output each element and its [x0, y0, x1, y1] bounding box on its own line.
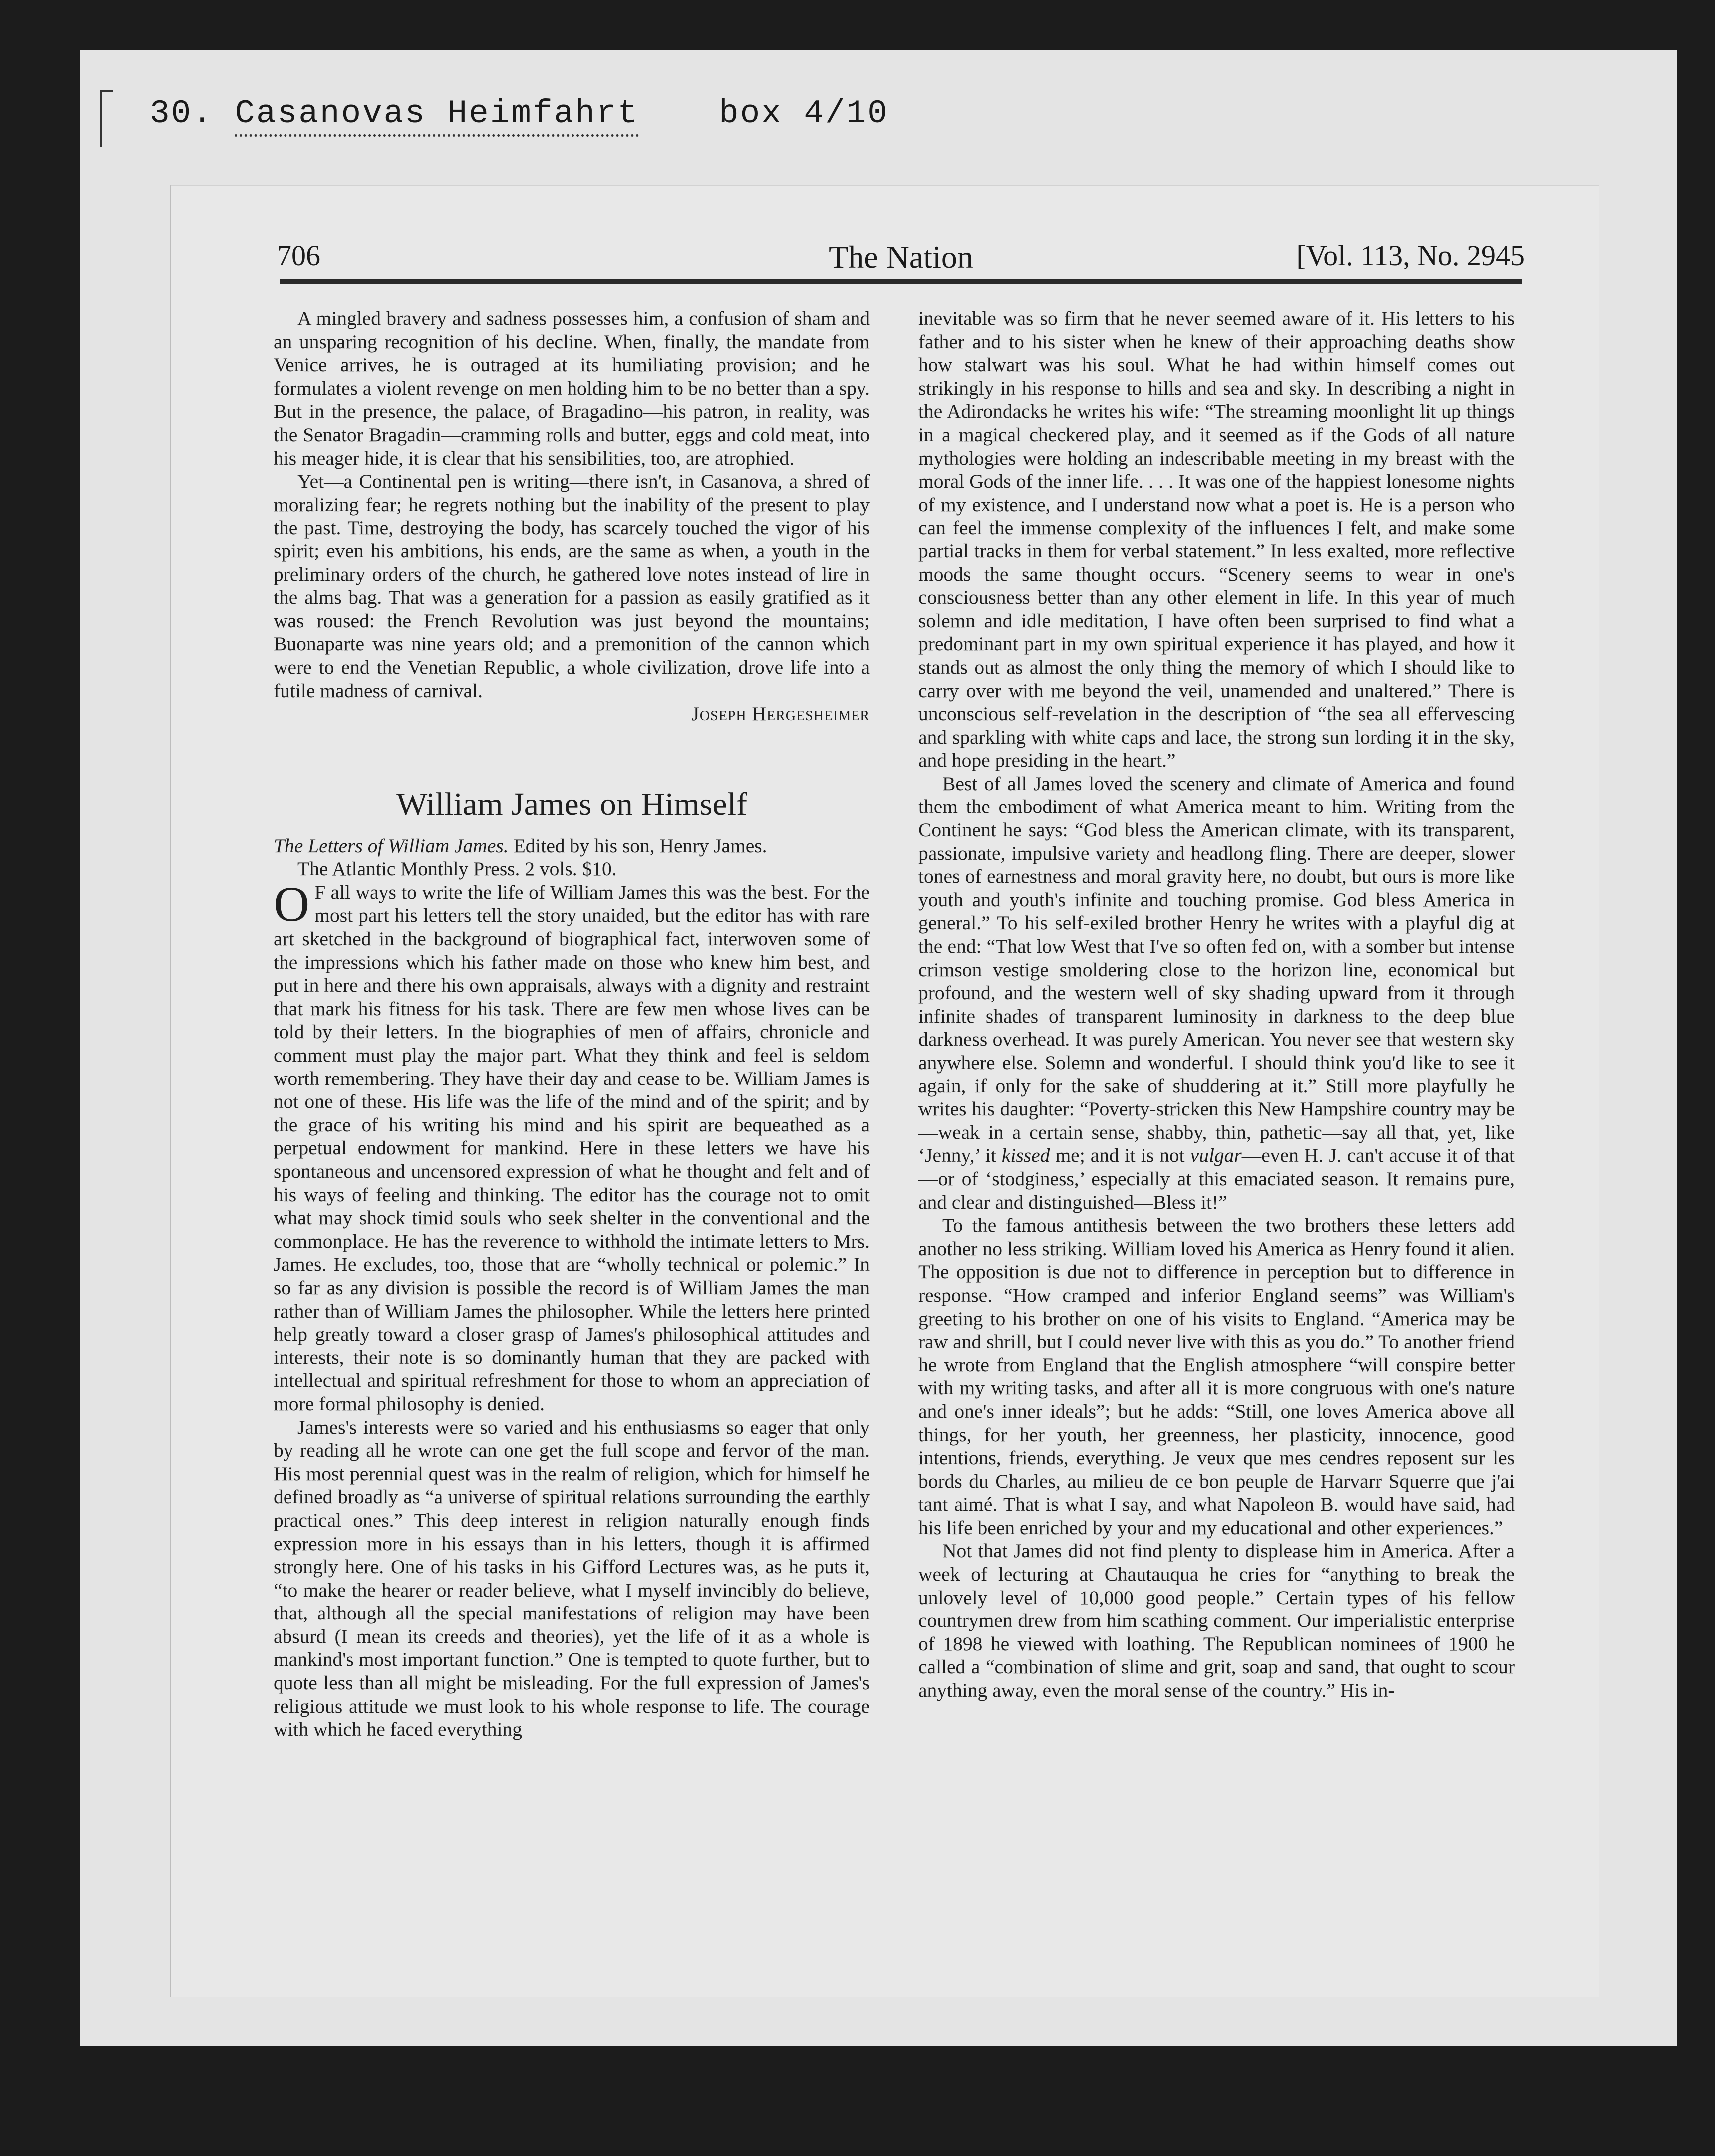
running-head	[277, 239, 1525, 278]
archive-title: Casanovas Heimfahrt	[235, 95, 639, 137]
review-paragraph: inevitable was so firm that he never seemed aware of it. His letters to his father and to his sister when he knew of their approaching deaths show how stalwart was his soul. What he had within himself comes out strikingly in his response to hills and sea and sky. In describing a night in the Adirondacks he writes his wife: “The streaming moonlight lit up things in a magical checkered play, and it seemed as if the Gods of all nature mythologies were holding an indescribable meeting in my breast with the moral Gods of the inner life. . . . It was one of the happiest lonesome nights of my existence, and I understand now what a poet is. He is a person who can feel the immense complexity of the influences I felt, and make some partial tracks in them for verbal statement.” In less exalted, more reflective moods the same thought occurs. “Scenery seems to wear in one's consciousness better than any other element in life. In this year of much solemn and idle meditation, I have often been surprised to find what a predominant part in my own spiritual experience it has played, and how it stands out as almost the only thing the memory of which I should like to carry over with me beyond the veil, unamended and unaltered.” There is unconscious self-revelation in the description of “the sea all effervescing and sparkling with white caps and lace, the strong sun lording it in the sky, and hope presiding in the heart.”	[918, 307, 1515, 772]
book-citation	[274, 834, 870, 881]
archive-label	[150, 95, 889, 132]
review-paragraph	[274, 876, 870, 1416]
page-number: 706	[277, 239, 320, 271]
volume-issue: [Vol. 113, No. 2945	[1296, 239, 1525, 271]
paragraph-text: me; and it is not	[1050, 1144, 1190, 1167]
masthead: The Nation	[829, 239, 973, 274]
review-paragraph: James's interests were so varied and his enthusiasms so eager that only by reading all he wrote can one get the full scope and fervor of the man. His most perennial quest was in the realm of religion, which for himself he defined broadly as “a universe of spiritual relations surrounding the earthly practical ones.” This deep interest in religion naturally enough finds expression more in his essays than in his letters, though it is affirmed strongly here. One of his tasks in his Gifford Lectures was, as he puts it, “to make the hearer or reader believe, what I myself invincibly do believe, that, although all the special manifestations of religion may have been absurd (I mean its creeds and theories), yet the life of it as a whole is mankind's most important function.” One is tempted to quote further, but to quote less than all might be misleading. For the full expression of James's religious attitude we must look to his whole response to life. The courage with which he faced everything	[274, 1416, 870, 1741]
prev-review-paragraph: A mingled bravery and sadness possesses him, a confusion of sham and an unsparing recognition of his decline. When, finally, the mandate from Venice arrives, he is outraged at its humiliating provision; and he formulates a violent revenge on men holding him to be no better than a spy. But in the presence, the palace, of Bragadino—his patron, in reality, was the Senator Bragadin—cramming rolls and butter, eggs and cold meat, into his meager hide, it is clear that his sensibilities, too, are atrophied.	[274, 307, 870, 469]
paragraph-text: Best of all James loved the scenery and climate of America and found them the embodiment of what America meant to him. Writing from the Continent he says: “God bless the American climate, with its transparent, passionate, impulsive variety and headlong fling. There are deeper, slower tones of earnestness and moral gravity here, no doubt, but ours is more like youth and youth's infinite and touching promise. God bless America in general.” To his self-exiled brother Henry he writes with a playful dig at the end: “That low West that I've so often fed on, with a somber but intense crimson vestige smoldering close to the horizon line, economical but profound, and the western well of sky shading upward from it through infinite shades of transparent luminosity in darkness to the deep blue darkness overhead. It was purely American. You never see that western sky anywhere else. Solemn and wonderful. I should think you'd like to see it again, if only for the sake of shuddering at it.” Still more playfully he writes his daughter: “Poverty-stricken this New Hampshire country may be—weak in a certain sense, shabby, thin, pathetic—say all that, yet, like ‘Jenny,’ it	[918, 772, 1515, 1167]
italic-word: vulgar	[1190, 1144, 1242, 1167]
corner-crop-mark	[100, 90, 113, 147]
left-column	[274, 307, 870, 1741]
archive-box: box 4/10	[718, 95, 889, 132]
right-column	[918, 307, 1515, 1702]
book-publisher: The Atlantic Monthly Press. 2 vols. $10.	[297, 858, 617, 880]
review-title: William James on Himself	[396, 786, 748, 822]
italic-word: kissed	[1001, 1144, 1050, 1167]
review-paragraph: To the famous antithesis between the two brothers these letters add another no less striking. William loved his America as Henry found it alien. The opposition is due not to difference in perception but to difference in response. “How cramped and inferior England seems” was William's greeting to his brother on one of his visits to England. “America may be raw and shrill, but I could never live with this as you do.” To another friend he wrote from England that the English atmosphere “will conspire better with my writing tasks, and after all it is more congruous with one's nature and one's inner ideals”; but he adds: “Still, one loves America above all things, for her youth, her greenness, her plasticity, innocence, good intentions, friends, everything. Je veux que mes cendres reposent sur les bords du Charles, au milieu de ce bon peuple de Harvarr Squerre que j'ai tant aimé. That is what I say, and what Napoleon B. would have said, had his life been enriched by your and my educational and other experiences.”	[918, 1214, 1515, 1539]
book-editor: Edited by his son, Henry James.	[513, 834, 767, 857]
review-paragraph	[918, 772, 1515, 1214]
reviewer-signature: Joseph Hergesheimer	[691, 703, 870, 725]
book-title: The Letters of William James.	[274, 834, 509, 857]
paragraph-text: —even H. J. can't accuse it of that—or of ‘stodginess,’ especially at this emaciated season. It remains pure, and clear and distinguished—Bless it!”	[918, 1144, 1515, 1213]
header-rule	[280, 279, 1522, 284]
drop-cap: O	[274, 876, 310, 932]
review-paragraph: Not that James did not find plenty to displease him in America. After a week of lecturing at Chautauqua he cries for “anything to break the unlovely level of 10,000 good people.” Certain types of his fellow countrymen drew from him scathing comment. Our imperialistic enterprise of 1898 he viewed with loathing. The Republican nominees of 1900 he called a “combination of slime and grit, soap and sand, that ought to scour anything away, even the moral sense of the country.” His in-	[918, 1540, 1515, 1702]
archive-number: 30.	[150, 95, 214, 132]
review-paragraph-text: F all ways to write the life of William James this was the best. For the most part his letters tell the story unaided, but the editor has with rare art sketched in the background of biographical fact, interwoven some of the impressions which his father made on those who knew him best, and put in here and there his own appraisals, always with a dignity and restraint that mark his fitness for his task. There are few men whose lives can be told by their letters. In the biographies of men of affairs, chronicle and comment must play the major part. What they think and feel is seldom worth remembering. They have their day and cease to be. William James is not one of these. His life was the life of the mind and of the spirit; and by the grace of his writing his mind and his spirit are bequeathed as a perpetual endowment for mankind. Here in these letters we have his spontaneous and uncensored expression of what he thought and felt and of his ways of feeling and thinking. The editor has the courage not to omit what may shock timid souls who seek shelter in the conventional and the commonplace. He has the reverence to withhold the intimate letters to Mrs. James. He excludes, too, those that are “wholly technical or polemic.” In so far as any division is possible the record is of William James the man rather than of William James the philosopher. While the letters here printed help greatly toward a closer grasp of James's philosophical attitudes and interests, their note is so dominantly human that they are packed with intellectual and spiritual refreshment for those to whom an appreciation of more formal philosophy is denied.	[274, 881, 870, 1415]
prev-review-paragraph: Yet—a Continental pen is writing—there isn't, in Casanova, a shred of moralizing fear; he regrets nothing but the inability of the present to play the past. Time, destroying the body, has scarcely touched the vigor of his spirit; even his ambitions, his ends, are the same as when, a youth in the preliminary orders of the church, he gathered love notes instead of lire in the alms bag. That was a generation for a passion as easily gratified as it was roused: the French Revolution was just beyond the mountains; Buonaparte was nine years old; and a premonition of the cannon which were to end the Venetian Republic, a whole civilization, drove life into a futile madness of carnival.	[274, 470, 870, 702]
